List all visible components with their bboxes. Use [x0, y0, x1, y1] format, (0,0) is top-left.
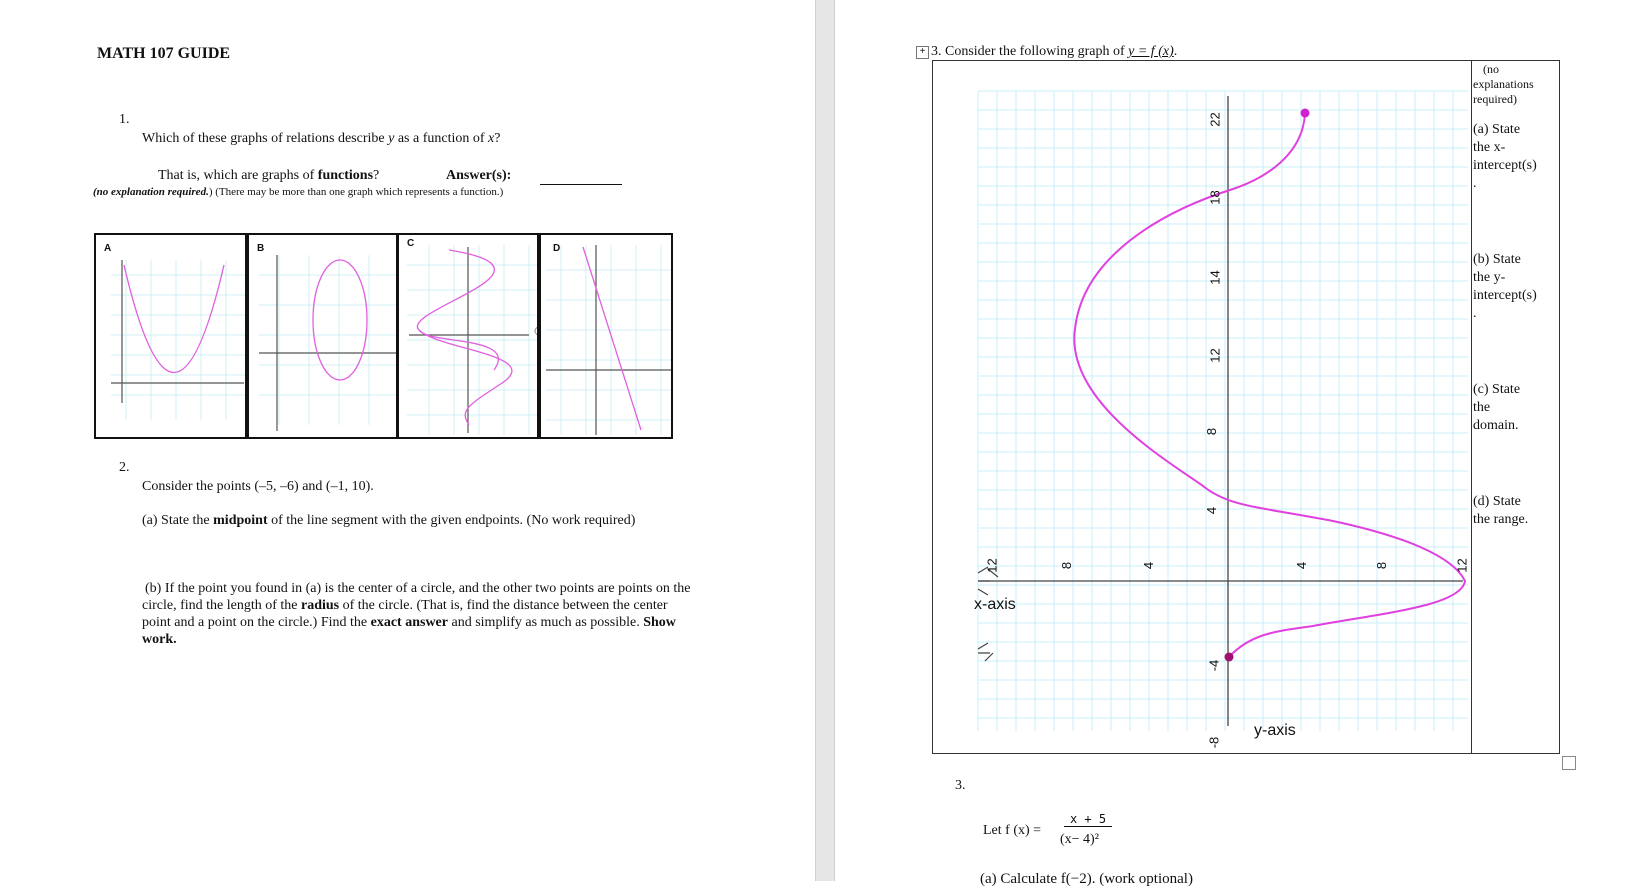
graph-a-plot: [96, 235, 247, 439]
q-next-number: 3.: [955, 778, 966, 793]
x-tick-label: 8: [1374, 561, 1390, 570]
y-tick-label: 22: [1207, 112, 1223, 127]
graph-b-label: B: [257, 243, 265, 254]
q1-answer-blank[interactable]: [540, 183, 622, 185]
graph-d-panel[interactable]: [539, 233, 673, 439]
x-axis-label: x-axis: [974, 596, 1016, 613]
let-text: Let f (x) =: [983, 823, 1042, 838]
q1-question: Which of these graphs of relations describe y as a function of x?: [142, 131, 501, 146]
q2-number: 2.: [119, 460, 130, 475]
y-tick-label: -8: [1206, 736, 1222, 749]
y-tick-label: -4: [1206, 659, 1222, 672]
graph-c-plot: [399, 235, 539, 439]
q3-heading: 3. Consider the following graph of y = f (x).: [931, 44, 1178, 59]
x-tick-label: 12: [984, 558, 1000, 573]
x-tick-label: 12: [1454, 558, 1470, 573]
graph-c-label: C: [407, 238, 415, 249]
q2-part-a: (a) State the midpoint of the line segment with the given endpoints. (No work required): [142, 513, 636, 528]
y-tick-label: 18: [1207, 190, 1223, 205]
side-note: (no explanations required): [1473, 62, 1534, 106]
y-tick-label: 4: [1204, 506, 1220, 515]
q2-intro: Consider the points (–5, –6) and (–1, 10).: [142, 479, 374, 494]
x-tick-label: 4: [1294, 561, 1310, 570]
q1-subquestion: That is, which are graphs of functions?: [158, 168, 380, 183]
endpoint-bottom: [1225, 653, 1234, 662]
part-a-calc: (a) Calculate f(−2). (work optional): [980, 871, 1193, 887]
y-tick-label: 8: [1204, 427, 1220, 436]
y-tick-label: 12: [1207, 348, 1223, 363]
side-part-c: (c) State the domain.: [1473, 382, 1521, 433]
fraction-denominator: (x− 4)²: [1060, 832, 1099, 847]
graph-b-panel[interactable]: [247, 233, 398, 439]
fraction-numerator: x + 5: [1064, 812, 1112, 827]
table-resize-handle[interactable]: [1562, 756, 1576, 770]
guide-title: MATH 107 GUIDE: [97, 45, 231, 62]
q2-part-b: (b) If the point you found in (a) is the center of a circle, and the other two points are points on the circle, find the length of the radius of the circle. (That is, find the distance between the center point and a point on the circle.) Find the exact answer and simplify as much as possible. Show work.: [142, 581, 691, 647]
graph-d-label: D: [553, 243, 561, 254]
graph-a-label: A: [104, 243, 112, 254]
q1-note: (no explanation required.) (There may be more than one graph which represents a function.): [93, 186, 504, 198]
page-gutter: [815, 0, 835, 881]
x-tick-label: 4: [1141, 561, 1157, 570]
table-move-handle[interactable]: +: [916, 46, 929, 59]
graph-b-plot: [249, 235, 398, 439]
y-axis-label: y-axis: [1254, 722, 1296, 739]
q1-number: 1.: [119, 112, 130, 127]
y-tick-label: 14: [1207, 270, 1223, 285]
side-part-d: (d) State the range.: [1473, 494, 1529, 527]
q1-answer-label: Answer(s):: [446, 168, 512, 183]
table-divider: [1471, 60, 1472, 754]
graph-a-panel[interactable]: [94, 233, 247, 439]
curve-path: [1074, 113, 1465, 657]
graph-d-plot: [541, 235, 673, 439]
graph-c-panel[interactable]: [397, 233, 539, 439]
endpoint-top: [1301, 109, 1310, 118]
side-part-a: (a) State the x- intercept(s) .: [1473, 122, 1537, 191]
function-graph: [933, 61, 1471, 753]
left-page: [0, 0, 815, 881]
side-part-b: (b) State the y- intercept(s) .: [1473, 252, 1537, 321]
x-tick-label: 8: [1059, 561, 1075, 570]
